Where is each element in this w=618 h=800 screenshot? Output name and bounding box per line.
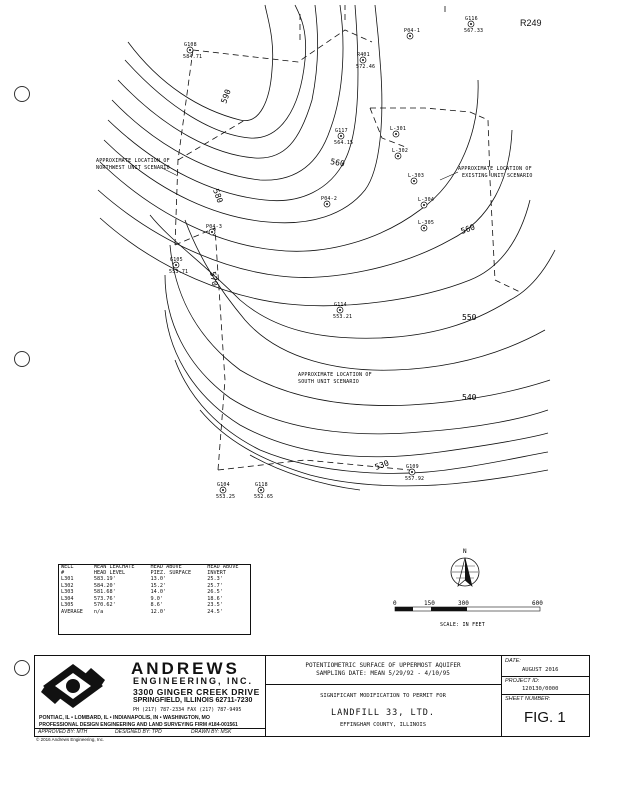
monitoring-well (418, 220, 434, 231)
drawing-title-cell (266, 656, 502, 736)
scale-tick: 600 (532, 600, 543, 607)
company-logo-icon (41, 660, 105, 712)
scale-bar (393, 600, 543, 628)
project-description: SIGNIFICANT MODIFICATION TO PERMIT FOR (320, 693, 446, 699)
company-address: 3300 GINGER CREEK DRIVE (133, 687, 260, 697)
well-id: L-303 (408, 173, 425, 179)
table-cell: 18.6' (207, 595, 223, 602)
table-row (59, 609, 250, 616)
annotation: APPROXIMATE LOCATION OF (298, 372, 372, 378)
well-id: P04-2 (321, 196, 338, 202)
sheet-number-label: SHEET NUMBER: (505, 696, 551, 702)
contour-label: 570 (208, 270, 220, 287)
well-id: G118 (255, 482, 268, 488)
monitoring-well (169, 257, 188, 275)
header-head-above-invert: HEAD ABOVE INVERT (207, 564, 239, 576)
table-cell: 25.7' (207, 582, 223, 589)
facility-name: LANDFILL 33, LTD. (331, 708, 435, 718)
title-block (34, 655, 590, 737)
header-well: WELL # (61, 564, 74, 576)
annotation: APPROXIMATE LOCATION OF (96, 158, 170, 164)
annotation: NORTHWEST UNIT SCENARIO (96, 165, 170, 171)
copyright: © 2016 Andrews Engineering, Inc. (36, 737, 105, 742)
table-cell: AVERAGE (61, 608, 83, 615)
monitoring-well (404, 28, 420, 39)
date-label: DATE: (505, 658, 521, 664)
table-cell: 24.5' (207, 608, 223, 615)
table-cell: L305 (61, 602, 74, 609)
well-id: G109 (406, 464, 419, 470)
well-elevation: 572.46 (356, 64, 376, 70)
table-cell: L304 (61, 595, 74, 602)
table-cell: 584.20' (93, 582, 116, 589)
table-header-row (59, 565, 250, 576)
well-id: L-302 (392, 148, 409, 154)
annotation: APPROXIMATE LOCATION OF (458, 166, 532, 172)
monitoring-well (356, 52, 375, 70)
well-id: R401 (357, 52, 370, 58)
table-cell: n/a (93, 608, 104, 615)
table-cell: L302 (61, 582, 74, 589)
company-name-line2: ENGINEERING, INC. (133, 676, 254, 686)
approved-by: APPROVED BY: MTH (38, 729, 88, 735)
date-value: AUGUST 2016 (522, 667, 559, 673)
well-id: G108 (184, 42, 197, 48)
table-cell: 8.6' (150, 602, 164, 609)
company-offices: PONTIAC, IL • LOMBARD, IL • INDIANAPOLIS, IN • WASHINGTON, MO (39, 715, 210, 721)
table-cell: 23.5' (207, 602, 223, 609)
well-markers (169, 16, 483, 500)
figure-number: FIG. 1 (524, 709, 566, 726)
well-id: L-305 (418, 220, 435, 226)
well-id: L-301 (390, 126, 407, 132)
monitoring-well (390, 126, 406, 137)
well-id: G114 (334, 302, 347, 308)
company-phone: PH (217) 787-2334 FAX (217) 787-9495 (133, 707, 242, 713)
contour-label: 540 (462, 393, 477, 402)
county-name: EFFINGHAM COUNTY, ILLINOIS (339, 722, 427, 728)
sheet-id: R249 (520, 18, 542, 28)
monitoring-well (334, 128, 353, 146)
monitoring-well (408, 173, 424, 184)
table-cell: L303 (61, 589, 74, 596)
header-head-above-piez: HEAD ABOVE PIEZ. SURFACE (150, 564, 192, 576)
drawing-title: POTENTIOMETRIC SURFACE OF UPPERMOST AQUIFER (305, 662, 461, 669)
header-mean-leachate: MEAN LEACHATE HEAD LEVEL (93, 564, 135, 576)
contour-label: 590 (219, 88, 233, 105)
table-cell: 26.5' (207, 589, 223, 596)
contour-label: 580 (211, 187, 225, 205)
annotation: EXISTING UNIT SCENARIO (462, 173, 533, 179)
monitoring-well (254, 482, 273, 500)
table-cell: 9.0' (150, 595, 164, 602)
monitoring-well (418, 197, 434, 208)
table-cell: 15.2' (150, 582, 167, 589)
north-arrow (451, 548, 479, 586)
table-cell: 581.68' (93, 589, 116, 596)
table-cell: 570.62' (93, 602, 116, 609)
sampling-date: SAMPLING DATE: MEAN 5/29/92 - 4/10/95 (316, 670, 450, 677)
well-id: G105 (170, 257, 183, 263)
well-id: P04-1 (404, 28, 421, 34)
table-cell: 13.0' (150, 576, 167, 583)
table-cell: L301 (61, 576, 74, 583)
monitoring-well (321, 196, 337, 207)
well-elevation: 553.21 (333, 314, 353, 320)
monitoring-well (464, 16, 483, 34)
table-cell: 583.19' (93, 576, 116, 583)
well-id: P04-3 (206, 224, 223, 230)
well-id: G116 (465, 16, 478, 22)
well-elevation: 553.25 (216, 494, 236, 500)
well-elevation: 584.71 (183, 54, 203, 60)
company-cell (35, 656, 266, 736)
table-cell: 14.0' (150, 589, 167, 596)
leachate-head-table (58, 564, 251, 635)
contour-label: 560 (329, 157, 346, 169)
table-cell: 25.3' (207, 576, 223, 583)
well-elevation: 552.65 (254, 494, 274, 500)
contour-label: 550 (462, 313, 477, 322)
company-city: SPRINGFIELD, ILLINOIS 62711-7230 (133, 697, 253, 704)
project-id-value: 120130/0000 (522, 686, 559, 692)
well-id: G117 (335, 128, 348, 134)
company-name: ANDREWS (131, 659, 240, 678)
company-license: PROFESSIONAL DESIGN ENGINEERING AND LAND SURVEYING FIRM #184-001561 (39, 722, 238, 728)
well-elevation: 557.92 (405, 476, 425, 482)
monitoring-well (216, 482, 235, 500)
project-id-label: PROJECT ID: (505, 678, 540, 684)
drawn-by: DRAWN BY: MSK (191, 729, 232, 735)
monitoring-well (392, 148, 408, 159)
table-cell: 573.76' (93, 595, 116, 602)
annotation: SOUTH UNIT SCENARIO (298, 379, 359, 385)
well-id: L-304 (418, 197, 435, 203)
well-elevation: 564.15 (334, 140, 354, 146)
monitoring-well (183, 42, 202, 60)
sheet-info-cell (502, 656, 589, 736)
designed-by: DESIGNED BY: TPD (115, 729, 162, 735)
contour-label: 560 (459, 222, 477, 236)
contour-lines (98, 5, 555, 490)
well-id: G104 (217, 482, 230, 488)
contour-label: 530 (373, 458, 391, 472)
scale-tick: 300 (458, 600, 469, 607)
scale-tick: 0 (393, 600, 397, 607)
scale-caption: SCALE: IN FEET (440, 622, 485, 628)
north-label: N (463, 548, 467, 555)
well-elevation: 553.71 (169, 269, 189, 275)
scale-tick: 150 (424, 600, 435, 607)
table-cell: 12.0' (150, 608, 167, 615)
well-elevation: 567.33 (464, 28, 484, 34)
